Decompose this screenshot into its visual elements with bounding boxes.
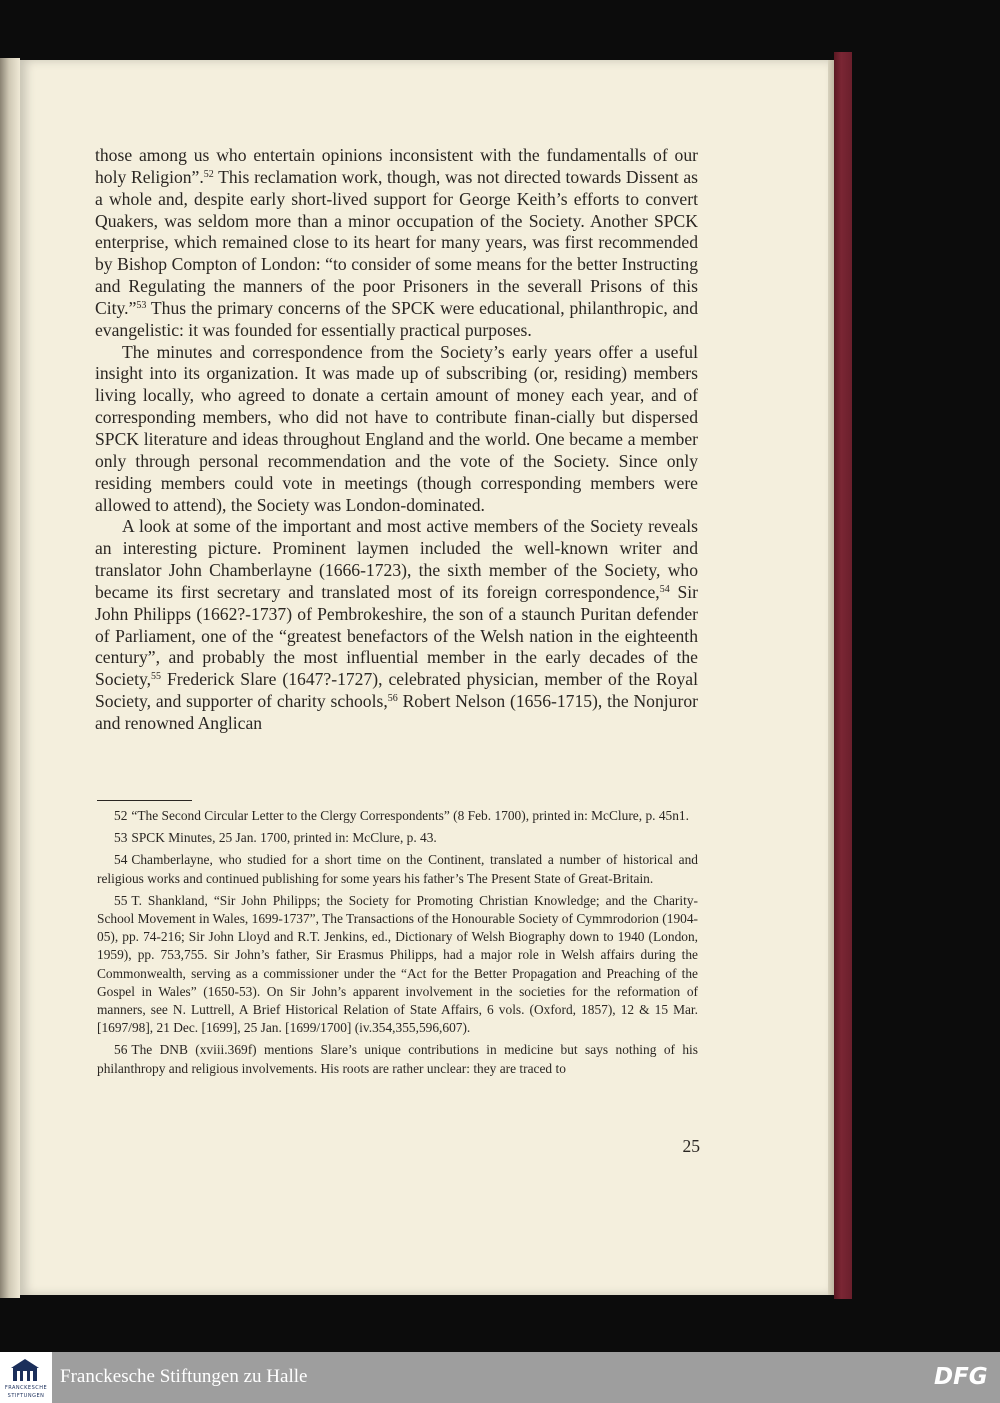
footnote-text: Chamberlayne, who studied for a short time on the Continent, translated a number of historical and religious works and continued publishing for some years his father’s The Present State of Great-Britain. (97, 852, 698, 886)
text-run: Sir John Philipps (1662?-1737) of Pembrokeshire, the son of a staunch Puritan defender of Parliament, one of the “greatest benefactors of the Welsh nation in the eighteenth century”, and probably the most influential member in the early decades of the Society, (95, 581, 698, 690)
text-run: This reclamation work, though, was not directed towards Dissent as a whole and, despite early short-lived support for George Keith’s efforts to convert Quakers, was seldom more than a minor occupation of the Society. Another SPCK enterprise, which remained close to its heart for many years, was first recommended by Bishop Compton of London: “to consider of some means for the better Instructing and Regulating the manners of the poor Prisoners in the severall Prisons of this City.” (95, 166, 698, 318)
footnote-55 (97, 892, 698, 1038)
footnote-number: 53 (114, 830, 128, 846)
footnote-ref-56[interactable]: 56 (387, 693, 398, 705)
text-run: Robert Nelson (1656-1715), the Nonjuror and renowned Anglican (95, 691, 698, 733)
footnote-number: 56 (114, 1042, 128, 1058)
book-cover-edge (834, 52, 852, 1299)
left-page-edge (0, 58, 20, 1298)
paragraph-1 (95, 145, 698, 342)
footnote-number: 52 (114, 808, 128, 823)
footnote-text: T. Shankland, “Sir John Philipps; the Society for Promoting Christian Knowledge; and the Charity-School Movement in Wales, 1699-1737”, The Transactions of the Honourable Society of Cymmrodorion (1904-05), pp. 74-216; Sir John Lloyd and R.T. Jenkins, ed., Dictionary of Welsh Biography down to 1940 (London, 1959), pp. 753,755. Sir John’s father, Sir Erasmus Philipps, had a major role in Welsh affairs during the Commonwealth, serving as a commissioner under the “Act for the Better Propagation and Preaching of the Gospel in Wales” (1650-53). On Sir John’s apparent involvement in the societies for the reformation of manners, see N. Luttrell, A Brief Historical Relation of State Affairs, 6 vols. (Oxford, 1857), 12 & 15 Mar. [1697/98], 21 Dec. [1699], 25 Jan. [1699/1700] (iv.354,355,596,607). (97, 892, 698, 1036)
text-run: The minutes and correspondence from the Society’s early years offer a useful insight into its organization. It was made up of subscribing (or, residing) members living locally, who agreed to donate a certain amount of money each year, and of corresponding members, who did not have to contribute finan-cially but dispersed SPCK literature and ideas throughout England and the world. One became a member only through personal recommendation and the vote of the Society. Since only residing members could vote in meetings (though corresponding members were allowed to attend), the Society was London-dominated. (95, 341, 698, 515)
footnote-rule (97, 800, 192, 801)
text-run: those among us who entertain opinions inconsistent with the fundamentalls of our holy Religion”. (95, 145, 698, 187)
institution-logo[interactable] (0, 1352, 52, 1403)
footnote-number: 54 (114, 852, 128, 868)
text-run: Thus the primary concerns of the SPCK were educational, philanthropic, and evangelistic: it was founded for essentially practical purposes. (95, 297, 698, 340)
body-text (95, 145, 698, 735)
footnote-ref-54[interactable]: 54 (659, 583, 670, 595)
footnote-ref-53[interactable]: 53 (136, 299, 147, 311)
logo-text: STIFTUNGEN (7, 1393, 45, 1399)
building-icon (10, 1357, 40, 1383)
footnotes (97, 807, 698, 1082)
footnote-53 (97, 829, 698, 847)
footnote-52 (97, 807, 698, 825)
footnote-ref-52[interactable]: 52 (203, 168, 214, 180)
footnote-54 (97, 851, 698, 887)
footnote-text: SPCK Minutes, 25 Jan. 1700, printed in: McClure, p. 43. (131, 830, 437, 846)
paragraph-3 (95, 516, 698, 734)
page-number: 25 (682, 1136, 700, 1156)
footnote-number: 55 (114, 892, 128, 908)
footnote-56 (97, 1041, 698, 1077)
text-run: A look at some of the important and most active members of the Society reveals an interesting picture. Prominent laymen included the well-known writer and translator John Chamberlayne (1666-1723), the sixth member of the Society, who became its first secretary and translated most of its foreign correspondence, (95, 516, 698, 602)
footnote-text: The DNB (xviii.369f) mentions Slare’s unique contributions in medicine but says nothing of his philanthropy and religious involvements. His roots are rather unclear: they are traced to (97, 1042, 698, 1076)
dfg-logo[interactable]: DFG (934, 1364, 988, 1390)
footnote-ref-55[interactable]: 55 (151, 671, 162, 683)
text-run: Frederick Slare (1647?-1727), celebrated physician, member of the Royal Society, and supporter of charity schools, (95, 669, 698, 712)
footer-title: Franckesche Stiftungen zu Halle (60, 1366, 308, 1387)
paragraph-2 (95, 342, 698, 517)
logo-text: FRANCKESCHE (4, 1385, 48, 1391)
footnote-text: “The Second Circular Letter to the Clergy Correspondents” (8 Feb. 1700), printed in: McClure, p. 45n1. (131, 808, 689, 823)
